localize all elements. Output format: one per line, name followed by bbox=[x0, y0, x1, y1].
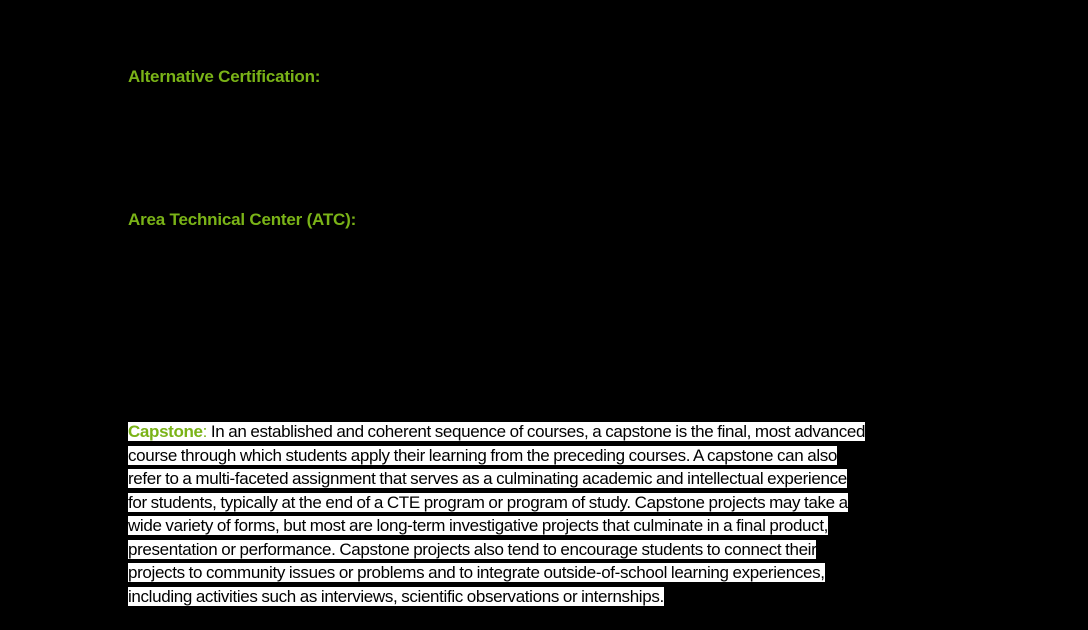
capstone-term-word: Capstone bbox=[128, 422, 203, 441]
definition-line-text: refer to a multi-faceted assignment that serves as a culminating academic and intellectual experience bbox=[128, 469, 847, 488]
definition-line-text: projects to community issues or problems and to integrate outside-of-school learning experiences, bbox=[128, 563, 825, 582]
term-heading-alternative-certification: Alternative Certification: bbox=[128, 67, 321, 86]
definition-line-text: course through which students apply their learning from the preceding courses. A capstone can also bbox=[128, 445, 838, 465]
definition-line bbox=[128, 538, 816, 562]
capstone-definition bbox=[128, 420, 960, 608]
capstone-term bbox=[128, 422, 207, 441]
definition-line-text: for students, typically at the end of a CTE program or program of study. Capstone projects may take a bbox=[128, 492, 848, 512]
definition-line-text: presentation or performance. Capstone projects also tend to encourage students to connect their bbox=[128, 539, 817, 559]
capstone-term-separator: : bbox=[202, 422, 208, 441]
definition-line-text: wide variety of forms, but most are long-term investigative projects that culminate in a final product, bbox=[128, 516, 829, 535]
definition-line bbox=[128, 467, 847, 491]
definition-line-text: including activities such as interviews, scientific observations or internships. bbox=[128, 586, 664, 606]
definition-line bbox=[128, 561, 825, 585]
definition-line bbox=[128, 514, 828, 538]
term-heading-area-technical-center: Area Technical Center (ATC): bbox=[128, 210, 357, 229]
definition-line bbox=[128, 585, 664, 609]
definition-line bbox=[128, 444, 837, 468]
definition-line bbox=[128, 420, 865, 444]
definition-line bbox=[128, 491, 848, 515]
definition-line-text: In an established and coherent sequence of courses, a capstone is the final, most advanced bbox=[207, 422, 866, 441]
